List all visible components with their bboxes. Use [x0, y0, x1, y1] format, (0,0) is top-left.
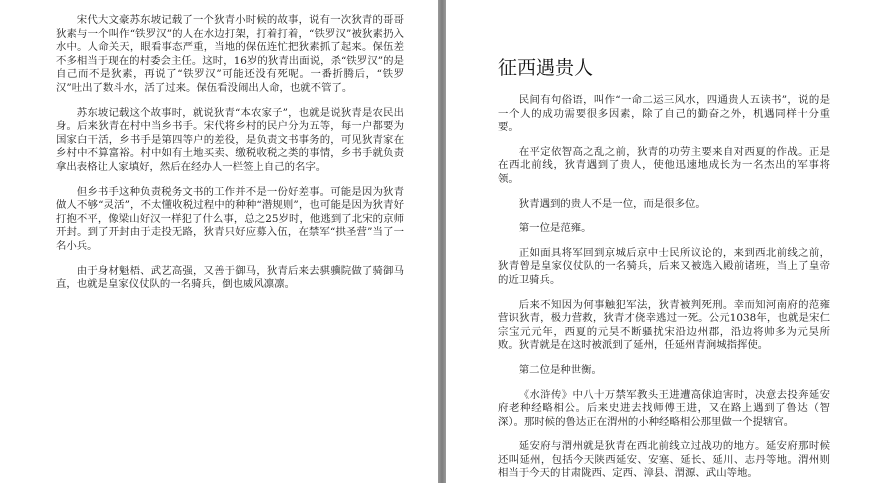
left-page — [0, 0, 438, 483]
left-paragraph-4: 由于身材魁梧、武艺高强，又善于御马，狄青后来去骐骥院做了骑御马直，也就是皇家仪仗队的一名骑兵，倒也威风凛凛。 — [56, 264, 404, 291]
right-paragraph-2: 在平定依智高之乱之前，狄青的功劳主要来自对西夏的作战。正是在西北前线，狄青遇到了贵人，使他迅速地成长为一名杰出的军事将领。 — [498, 145, 830, 185]
right-paragraph-5: 正如面具将军回到京城后京中士民所议论的，来到西北前线之前，狄青曾是皇家仪仗队的一名骑兵，后来又被选入殿前诸班，当上了皇帝的近卫骑兵。 — [498, 246, 830, 286]
right-paragraph-6: 后来不知因为何事触犯军法，狄青被判死刑。幸而知河南府的范雍营识狄青，极力营救，狄青才侥幸逃过一死。公元1038年，也就是宋仁宗宝元元年，西夏的元昊不断骚扰宋沿边州郡，沿边将帅多为元昊所败。狄青就是在这时被派到了延州，任延州青涧城指挥使。 — [498, 298, 830, 352]
left-paragraph-1: 宋代大文豪苏东坡记载了一个狄青小时候的故事，说有一次狄青的哥哥狄素与一个叫作“铁罗汉”的人在水边打架，打着打着，“铁罗汉”被狄素扔入水中。人命关天，眼看事态严重，当地的保伍连忙把狄素抓了起来。保伍差不多相当于现在的村委会主任。这时，16岁的狄青出面说，杀“铁罗汉”的是自己而不是狄素，再说了“铁罗汉”可能还没有死呢。一番折腾后，“铁罗汉”吐出了数斗水，活了过来。保伍看没闹出人命，也就不管了。 — [56, 14, 404, 94]
left-paragraph-2: 苏东坡记载这个故事时，就说狄青“本农家子”，也就是说狄青是农民出身。后来狄青在村中当乡书手。宋代将乡村的民户分为五等，每一户都要为国家白干活，乡书手是第四等户的差役，是负责文书事务的，可见狄青家在乡村中不算富裕。村中如有土地买卖、缴税收税之类的事情，乡书手就负责拿出表格让人家填好，然后在经办人一栏签上自己的名字。 — [56, 106, 404, 173]
right-paragraph-1: 民间有句俗语，叫作“一命二运三风水，四通贵人五读书”，说的是一个人的成功需要很多因素，除了自己的勤奋之外，机遇同样十分重要。 — [498, 94, 830, 134]
right-page — [446, 0, 884, 483]
right-paragraph-4: 第一位是范雍。 — [518, 222, 592, 235]
right-paragraph-7: 第二位是种世衡。 — [518, 363, 602, 376]
right-paragraph-3: 狄青遇到的贵人不是一位，而是很多位。 — [518, 197, 706, 210]
right-paragraph-8: 《水浒传》中八十万禁军教头王进遭高俅迫害时，决意去投奔延安府老种经略相公。后来史进去找师傅王进，又在路上遇到了鲁达（智深）。那时候的鲁达正在渭州的小种经略相公那里做一个提辖官。 — [498, 388, 830, 428]
section-title: 征西遇贵人 — [498, 57, 594, 79]
right-paragraph-9: 延安府与渭州就是狄青在西北前线立过战功的地方。延安府那时候还叫延州，包括今天陕西延安、安塞、延长、延川、志丹等地。渭州则相当于今天的甘肃陇西、定西、漳县、渭源、武山等地。 — [498, 440, 830, 480]
left-paragraph-3: 但乡书手这种负责税务文书的工作并不是一份好差事。可能是因为狄青做人不够“灵活”，不太懂收税过程中的种种“潜规则”，也可能是因为狄青好打抱不平，像梁山好汉一样犯了什么事，总之25岁时，他逃到了北宋的京师开封。到了开封由于走投无路，狄青只好应募入伍，在禁军“拱圣营”当了一名小兵。 — [56, 185, 404, 252]
book-gutter — [438, 0, 446, 483]
